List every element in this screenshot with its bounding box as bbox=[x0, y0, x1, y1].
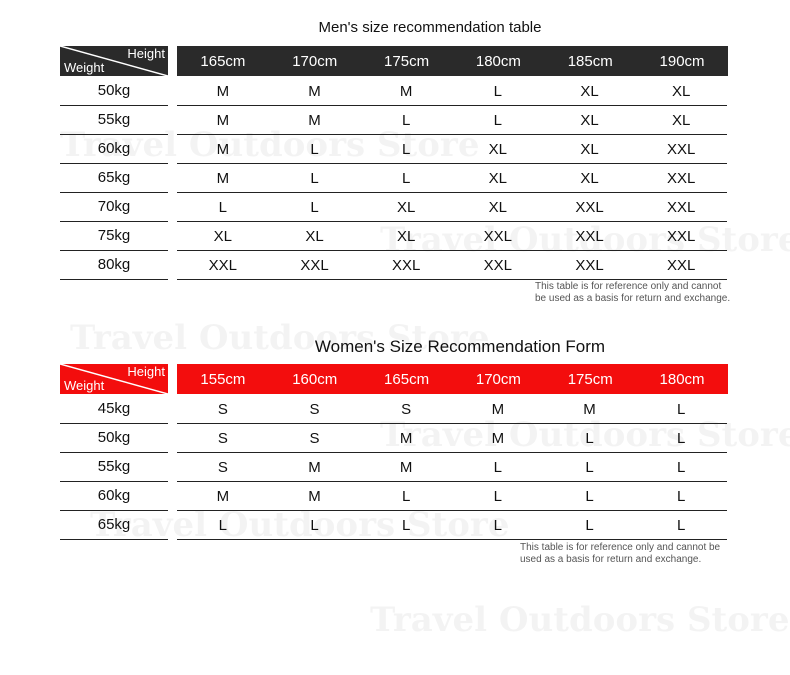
disclaimer-line: This table is for reference only and cannot be bbox=[520, 542, 721, 553]
size-cell: XL bbox=[305, 227, 324, 245]
size-cell: L bbox=[493, 458, 503, 476]
height-header-cell: 175cm bbox=[384, 52, 430, 70]
size-cell: XXL bbox=[575, 256, 604, 274]
size-cell: M bbox=[308, 487, 321, 505]
weight-cell: 55kg bbox=[60, 453, 168, 482]
size-cell: XL bbox=[580, 140, 599, 158]
table-row bbox=[177, 511, 727, 540]
weight-cell: 60kg bbox=[60, 482, 168, 511]
women-size-grid bbox=[177, 395, 727, 540]
size-cell: L bbox=[585, 487, 594, 505]
disclaimer-line: This table is for reference only and cannot bbox=[535, 281, 722, 292]
height-header-cell: 170cm bbox=[475, 370, 521, 388]
size-cell: L bbox=[677, 458, 686, 476]
size-cell: XXL bbox=[667, 198, 696, 216]
weight-cell: 75kg bbox=[60, 222, 168, 251]
size-cell: L bbox=[585, 516, 594, 534]
height-header-cell: 180cm bbox=[475, 52, 521, 70]
size-cell: XL bbox=[580, 169, 599, 187]
size-cell: L bbox=[585, 458, 594, 476]
size-cell: L bbox=[402, 487, 411, 505]
size-cell: XL bbox=[488, 140, 508, 158]
size-cell: XXL bbox=[667, 227, 696, 245]
size-cell: S bbox=[309, 400, 320, 418]
height-header-cell: 165cm bbox=[200, 52, 246, 70]
size-cell: M bbox=[491, 400, 505, 418]
women-table-disclaimer bbox=[520, 542, 720, 566]
weight-cell: 60kg bbox=[60, 135, 168, 164]
size-cell: L bbox=[218, 198, 227, 216]
size-cell: L bbox=[493, 82, 503, 100]
men-table-corner-header bbox=[60, 46, 168, 76]
size-cell: L bbox=[402, 140, 411, 158]
size-cell: XXL bbox=[483, 256, 513, 274]
women-table-corner-header bbox=[60, 364, 168, 394]
size-cell: L bbox=[402, 516, 411, 534]
men-table-disclaimer bbox=[535, 281, 730, 305]
size-cell: L bbox=[677, 516, 686, 534]
table-row bbox=[177, 135, 727, 164]
size-cell: L bbox=[310, 140, 319, 158]
disclaimer-line: used as a basis for return and exchange. bbox=[520, 554, 702, 565]
watermark-text bbox=[370, 600, 789, 640]
size-cell: XXL bbox=[667, 256, 696, 274]
size-cell: XL bbox=[672, 82, 691, 100]
women-height-header bbox=[177, 364, 728, 394]
corner-weight-label: Weight bbox=[64, 60, 105, 75]
size-cell: XXL bbox=[575, 198, 604, 216]
size-cell: XL bbox=[488, 198, 508, 216]
size-cell: M bbox=[308, 82, 321, 100]
size-cell: S bbox=[309, 429, 320, 447]
size-cell: L bbox=[218, 516, 227, 534]
size-cell: M bbox=[216, 111, 230, 129]
table-row bbox=[177, 222, 727, 251]
height-header-cell: 170cm bbox=[292, 52, 338, 70]
table-row bbox=[177, 395, 727, 424]
size-cell: M bbox=[216, 82, 230, 100]
weight-cell: 50kg bbox=[60, 424, 168, 453]
disclaimer-line: be used as a basis for return and exchange. bbox=[535, 293, 731, 304]
size-cell: M bbox=[216, 169, 230, 187]
size-cell: L bbox=[493, 487, 503, 505]
size-cell: M bbox=[399, 82, 413, 100]
size-cell: XXL bbox=[483, 227, 513, 245]
size-cell: XXL bbox=[667, 140, 696, 158]
weight-cell: 55kg bbox=[60, 106, 168, 135]
table-row bbox=[177, 77, 727, 106]
size-cell: XL bbox=[672, 111, 691, 129]
height-header-cell: 155cm bbox=[200, 370, 246, 388]
size-cell: XXL bbox=[208, 256, 238, 274]
weight-cell: 45kg bbox=[60, 395, 168, 424]
size-cell: L bbox=[677, 487, 686, 505]
size-cell: XXL bbox=[300, 256, 329, 274]
height-header-cell: 160cm bbox=[292, 370, 338, 388]
weight-cell: 70kg bbox=[60, 193, 168, 222]
corner-weight-label: Weight bbox=[64, 378, 105, 393]
table-row bbox=[177, 482, 727, 511]
size-cell: L bbox=[310, 516, 319, 534]
men-size-grid bbox=[177, 77, 727, 280]
size-cell: L bbox=[585, 429, 594, 447]
men-table-title: Men's size recommendation table bbox=[318, 19, 542, 36]
size-cell: S bbox=[217, 429, 228, 447]
size-cell: M bbox=[399, 458, 413, 476]
size-cell: L bbox=[677, 429, 686, 447]
table-row bbox=[177, 106, 727, 135]
size-cell: L bbox=[402, 169, 411, 187]
size-cell: M bbox=[308, 458, 321, 476]
size-cell: XXL bbox=[392, 256, 421, 274]
size-cell: M bbox=[583, 400, 596, 418]
weight-cell: 65kg bbox=[60, 164, 168, 193]
height-header-cell: 165cm bbox=[384, 370, 430, 388]
size-cell: S bbox=[217, 458, 228, 476]
height-header-cell: 185cm bbox=[567, 52, 613, 70]
women-weight-column bbox=[60, 395, 168, 540]
size-cell: XL bbox=[213, 227, 233, 245]
height-header-cell: 175cm bbox=[567, 370, 613, 388]
height-header-cell: 180cm bbox=[659, 370, 705, 388]
corner-height-label: Height bbox=[127, 46, 165, 61]
size-cell: XL bbox=[488, 169, 508, 187]
size-cell: XL bbox=[580, 111, 599, 129]
table-row bbox=[177, 251, 727, 280]
height-header-cell: 190cm bbox=[659, 52, 705, 70]
weight-cell: 65kg bbox=[60, 511, 168, 540]
table-row bbox=[177, 424, 727, 453]
size-cell: XL bbox=[580, 82, 599, 100]
size-cell: S bbox=[401, 400, 412, 418]
weight-cell: 80kg bbox=[60, 251, 168, 280]
size-cell: L bbox=[493, 111, 503, 129]
corner-height-label: Height bbox=[127, 364, 165, 379]
size-cell: XL bbox=[397, 198, 416, 216]
size-cell: XXL bbox=[575, 227, 604, 245]
table-row bbox=[177, 453, 727, 482]
size-cell: L bbox=[677, 400, 686, 418]
women-table-title: Women's Size Recommendation Form bbox=[314, 337, 606, 356]
men-weight-column bbox=[60, 77, 168, 280]
size-cell: M bbox=[491, 429, 505, 447]
table-row bbox=[177, 193, 727, 222]
size-cell: L bbox=[310, 198, 319, 216]
size-cell: M bbox=[216, 140, 230, 158]
size-cell: XXL bbox=[667, 169, 696, 187]
size-cell: L bbox=[402, 111, 411, 129]
size-cell: M bbox=[399, 429, 413, 447]
size-cell: M bbox=[216, 487, 230, 505]
size-cell: L bbox=[493, 516, 503, 534]
size-cell: XL bbox=[397, 227, 416, 245]
size-cell: L bbox=[310, 169, 319, 187]
table-row bbox=[177, 164, 727, 193]
weight-cell: 50kg bbox=[60, 77, 168, 106]
size-cell: M bbox=[308, 111, 321, 129]
size-cell: S bbox=[217, 400, 228, 418]
men-height-header bbox=[177, 46, 728, 76]
